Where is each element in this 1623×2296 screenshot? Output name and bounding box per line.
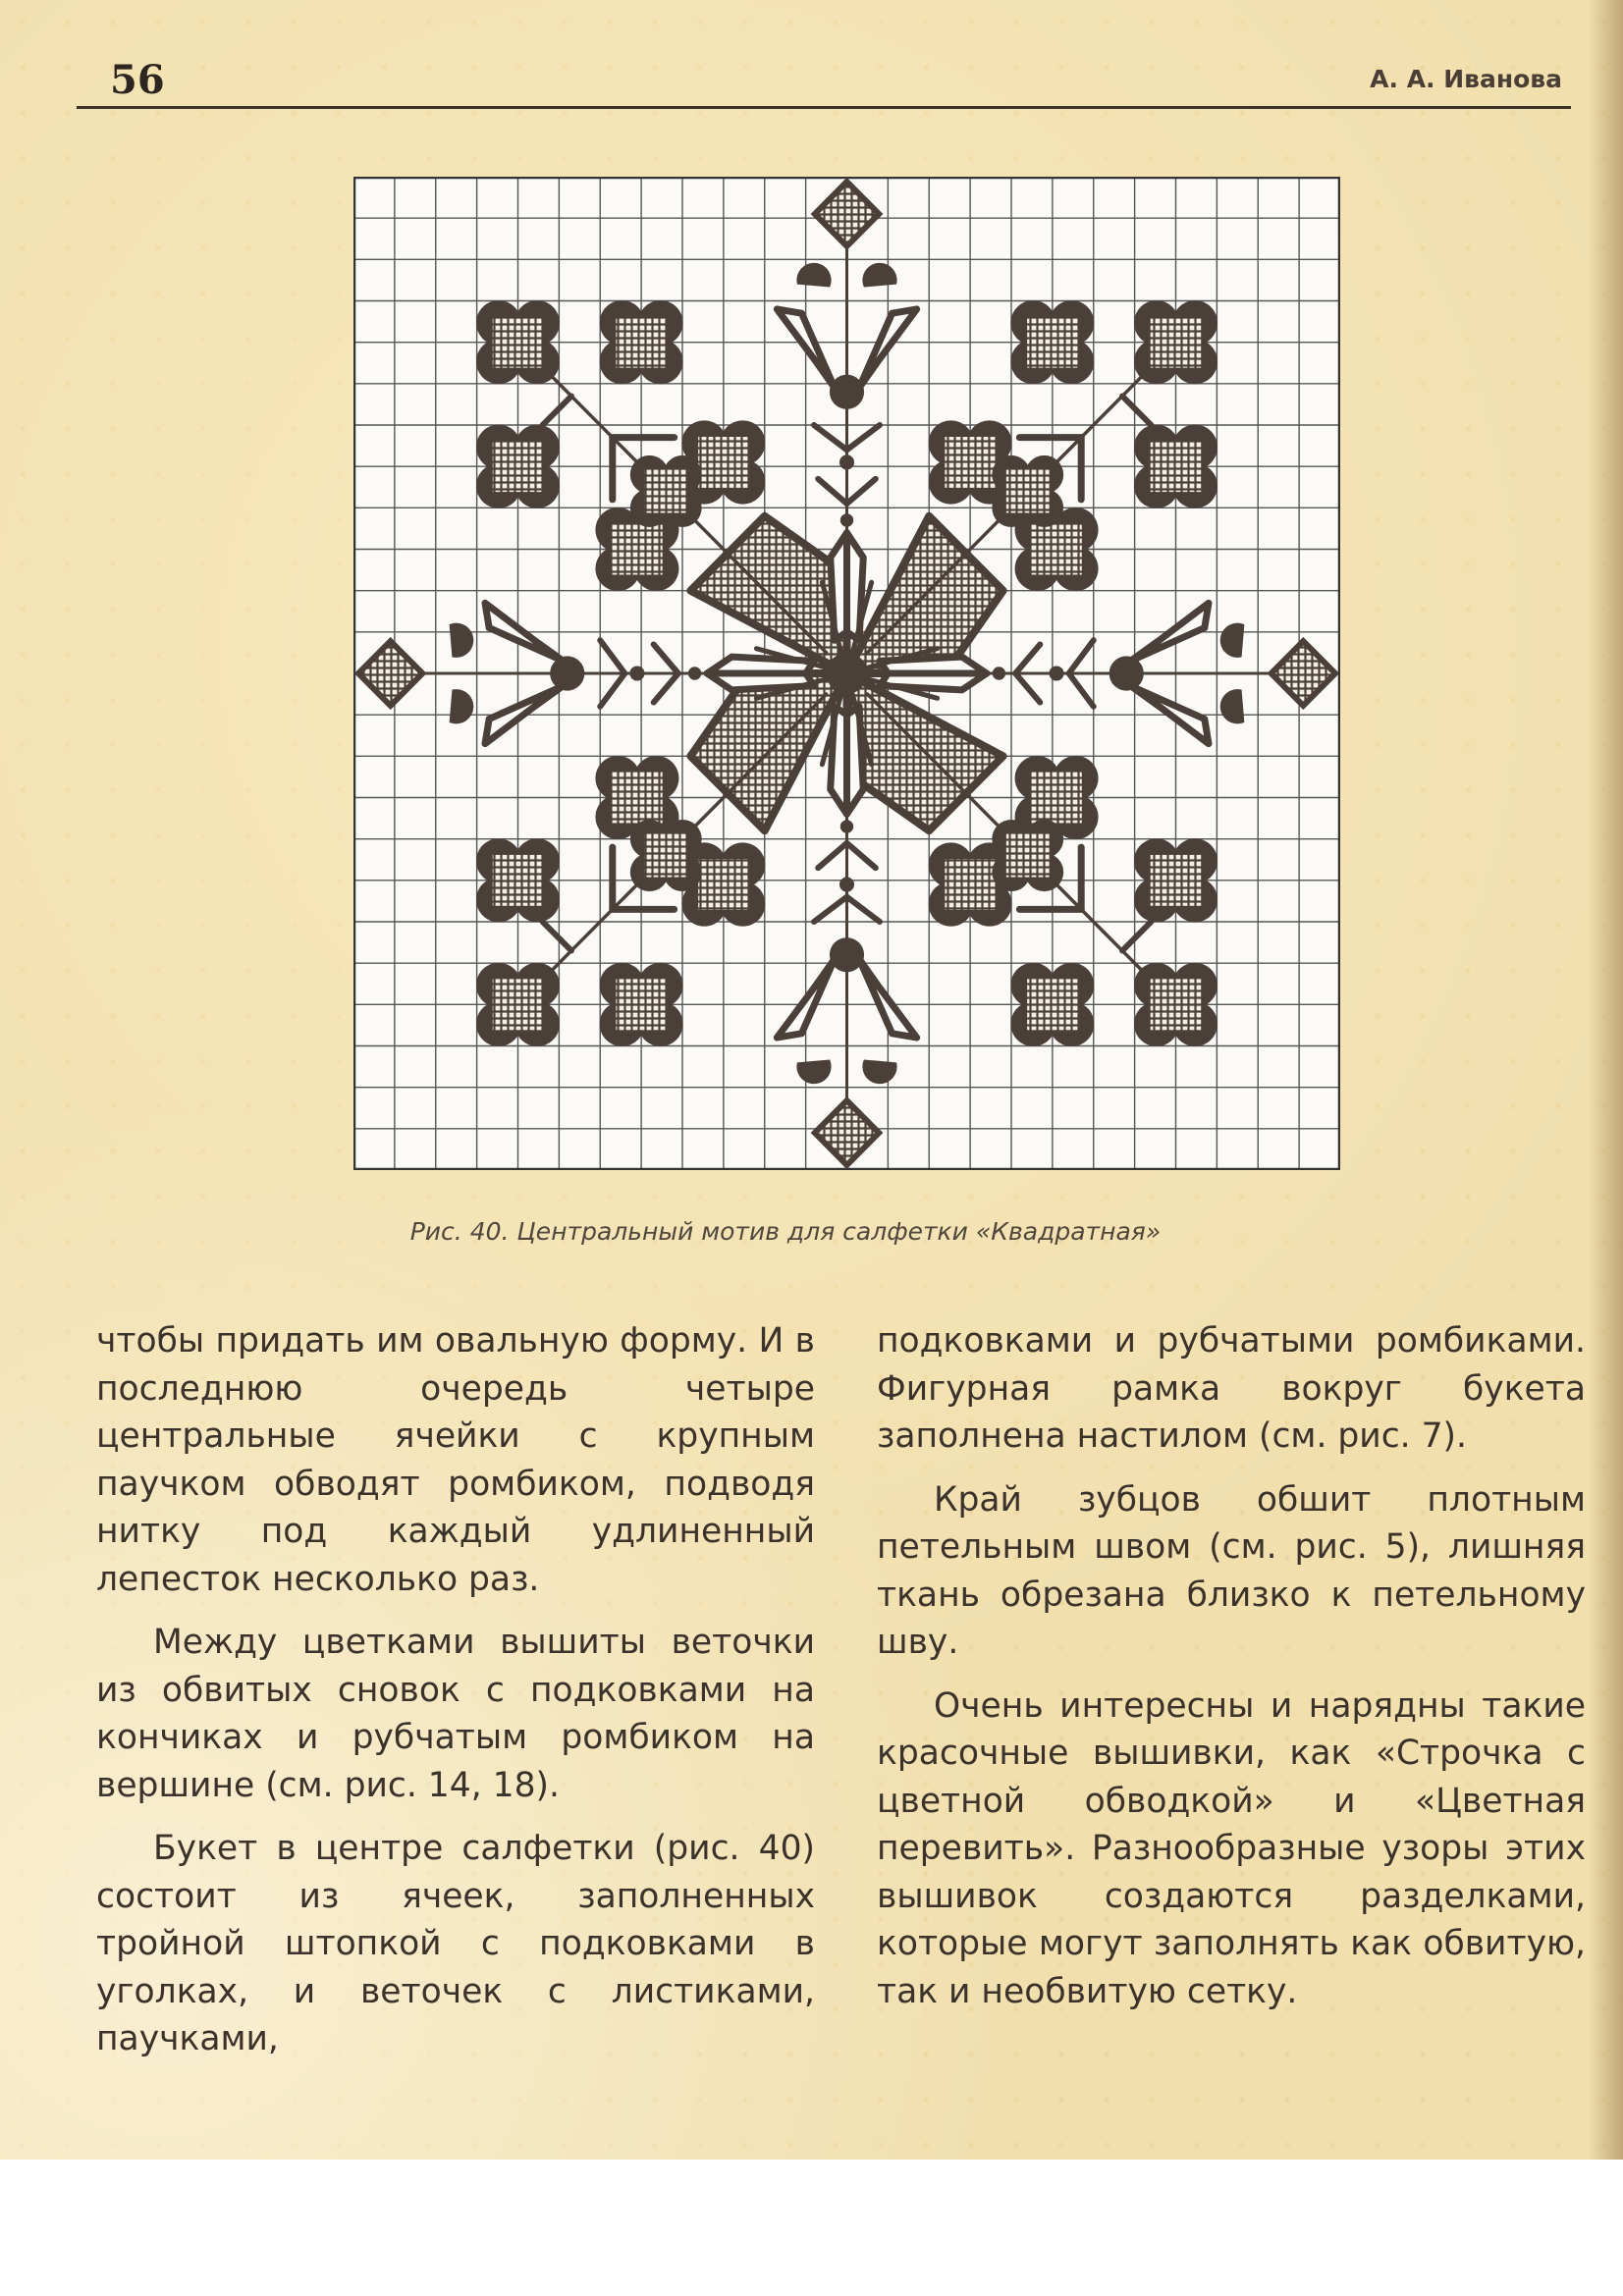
page-number: 56	[110, 57, 165, 103]
motif-clover-cell	[491, 978, 545, 1032]
motif-clover-cell	[643, 468, 689, 514]
motif-clover-cell	[643, 832, 689, 879]
paragraph: Между цветками вышиты веточки из обвитых сновок с подковками на кончиках и рубчатым ромбиком на вершине (см. рис. 14, 18).	[96, 1623, 815, 1805]
motif-dot	[993, 667, 1005, 679]
motif-clover-cell	[1026, 978, 1080, 1032]
motif-clover-cell	[491, 315, 545, 369]
motif-dot	[1109, 656, 1144, 690]
motif-dot	[688, 667, 701, 679]
motif-clover-cell	[615, 978, 669, 1032]
motif-clover-cell	[1030, 771, 1084, 825]
paragraph: Букет в центре салфетки (рис. 40) состоит из ячеек, заполненных тройной штопкой с подковками в уголках, и веточек с листиками, паучками,	[96, 1829, 815, 2058]
motif-dot	[839, 878, 854, 892]
motif-clover-cell	[1004, 832, 1051, 879]
paragraph: Очень интересны и нарядны такие красочные вышивки, как «Строчка с цветной обводкой» и «Цветная перевить». Разнообразные узоры этих вышивок создаются разделками, которые могут заполнять как обвитую, так и необвитую сетку.	[877, 1685, 1586, 2011]
motif-clover-cell	[697, 435, 751, 489]
motif-clover-cell	[944, 858, 998, 912]
motif-clover-cell	[1149, 978, 1203, 1032]
running-header-author: А. А. Иванова	[1370, 65, 1562, 93]
paragraph: чтобы придать им овальную форму. И в последнюю очередь четыре центральные ячейки с крупным паучком обводят ромбиком, подводя нитку под каждый удлиненный лепесток несколько раз.	[96, 1321, 815, 1599]
page-binding-shadow	[1588, 0, 1623, 2160]
figure-caption: Рис. 40. Центральный мотив для салфетки «Квадратная»	[409, 1217, 1162, 1246]
motif-clover-cell	[1149, 853, 1203, 907]
motif-clover-cell	[1030, 522, 1084, 576]
header-divider	[77, 106, 1571, 109]
motif-clover-cell	[491, 440, 545, 494]
motif-clover-cell	[615, 315, 669, 369]
motif-clover-cell	[1149, 315, 1203, 369]
motif-clover-cell	[491, 853, 545, 907]
motif-clover-cell	[1026, 315, 1080, 369]
motif-dot	[840, 820, 853, 832]
motif-clover-cell	[697, 858, 751, 912]
figure-embroidery-chart	[353, 177, 1340, 1170]
motif-clover-cell	[944, 435, 998, 489]
motif-dot	[840, 513, 853, 526]
text-column-left	[96, 1317, 815, 2063]
motif-clover-cell	[1149, 440, 1203, 494]
scan-margin	[0, 2160, 1623, 2296]
motif-clover-cell	[611, 771, 665, 825]
motif-clover-cell	[1004, 468, 1051, 514]
motif-dot	[839, 454, 854, 469]
motif-group	[358, 182, 1335, 1165]
motif-dot	[830, 937, 864, 972]
motif-dot	[1050, 666, 1064, 680]
text-column-right	[877, 1317, 1586, 2015]
motif-dot	[629, 666, 644, 680]
motif-dot	[830, 375, 864, 409]
motif-dot	[550, 656, 584, 690]
motif-clover-cell	[611, 522, 665, 576]
embroidery-motif-diagram	[353, 177, 1340, 1170]
paragraph: подковками и рубчатыми ромбиками. Фигурная рамка вокруг букета заполнена настилом (см. рис. 7).	[877, 1321, 1586, 1456]
paragraph: Край зубцов обшит плотным петельным швом (см. рис. 5), лишняя ткань обрезана близко к петельному шву.	[877, 1479, 1586, 1662]
